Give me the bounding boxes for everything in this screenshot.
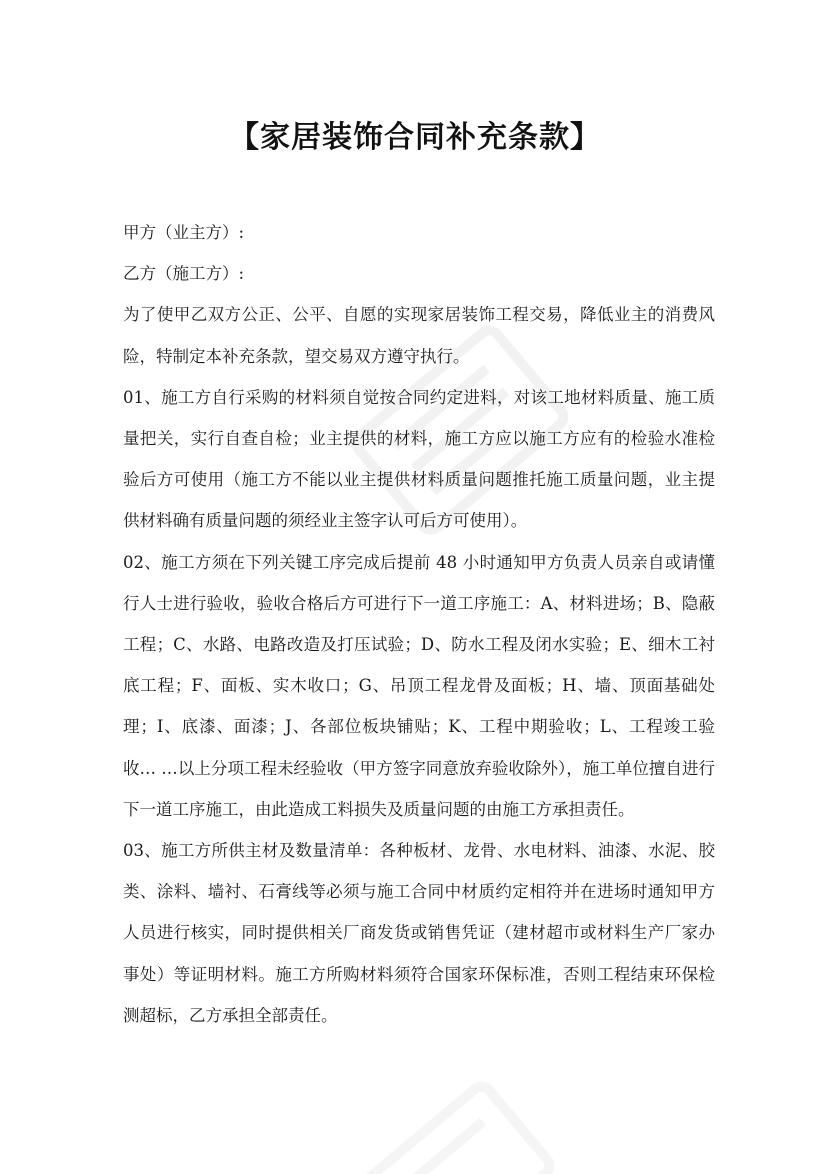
watermark-fragment-icon — [360, 1080, 560, 1174]
document-title: 【家居装饰合同补充条款】 — [229, 120, 601, 155]
party-b-line: 乙方（施工方）: — [123, 264, 245, 284]
clause-03: 03、施工方所供主材及数量清单：各种板材、龙骨、水电材料、油漆、水泥、胶类、涂料、墙衬、石膏线等必须与施工合同中材质约定相符并在进场时通知甲方人员进行核实，同时提供相关厂商发货或销售凭证（建材超市或材料生产厂家办事处）等证明材料。施工方所购材料须符合国家环保标准，否则工程结束环保检测超标，乙方承担全部责任。 — [123, 841, 715, 1025]
clause-02: 02、施工方须在下列关键工序完成后提前 48 小时通知甲方负责人员亲自或请懂行人士进行验收，验收合格后方可进行下一道工序施工：A、材料进场；B、隐蔽工程；C、水路、电路改造及打压试验；D、防水工程及闭水实验；E、细木工衬底工程；F、面板、实木收口；G、吊顶工程龙骨及面板；H、墙、顶面基础处理；I、底漆、面漆；J、各部位板块铺贴；K、工程中期验收；L、工程竣工验收… …以上分项工程未经验收（甲方签字同意放弃验收除外），施工单位擅自进行下一道工序施工，由此造成工料损失及质量问题的由施工方承担责任。 — [123, 552, 715, 819]
intro-paragraph: 为了使甲乙双方公正、公平、自愿的实现家居装饰工程交易，降低业主的消费风险，特制定本补充条款，望交易双方遵守执行。 — [123, 305, 715, 366]
party-a-line: 甲方（业主方）: — [123, 223, 245, 242]
document-body — [123, 212, 715, 1036]
clause-01: 01、施工方自行采购的材料须自觉按合同约定进料，对该工地材料质量、施工质量把关，实行自查自检；业主提供的材料，施工方应以施工方应有的检验水准检验后方可使用（施工方不能以业主提供材料质量问题推托施工质量问题，业主提供材料确有质量问题的须经业主签字认可后方可使用）。 — [123, 387, 715, 531]
